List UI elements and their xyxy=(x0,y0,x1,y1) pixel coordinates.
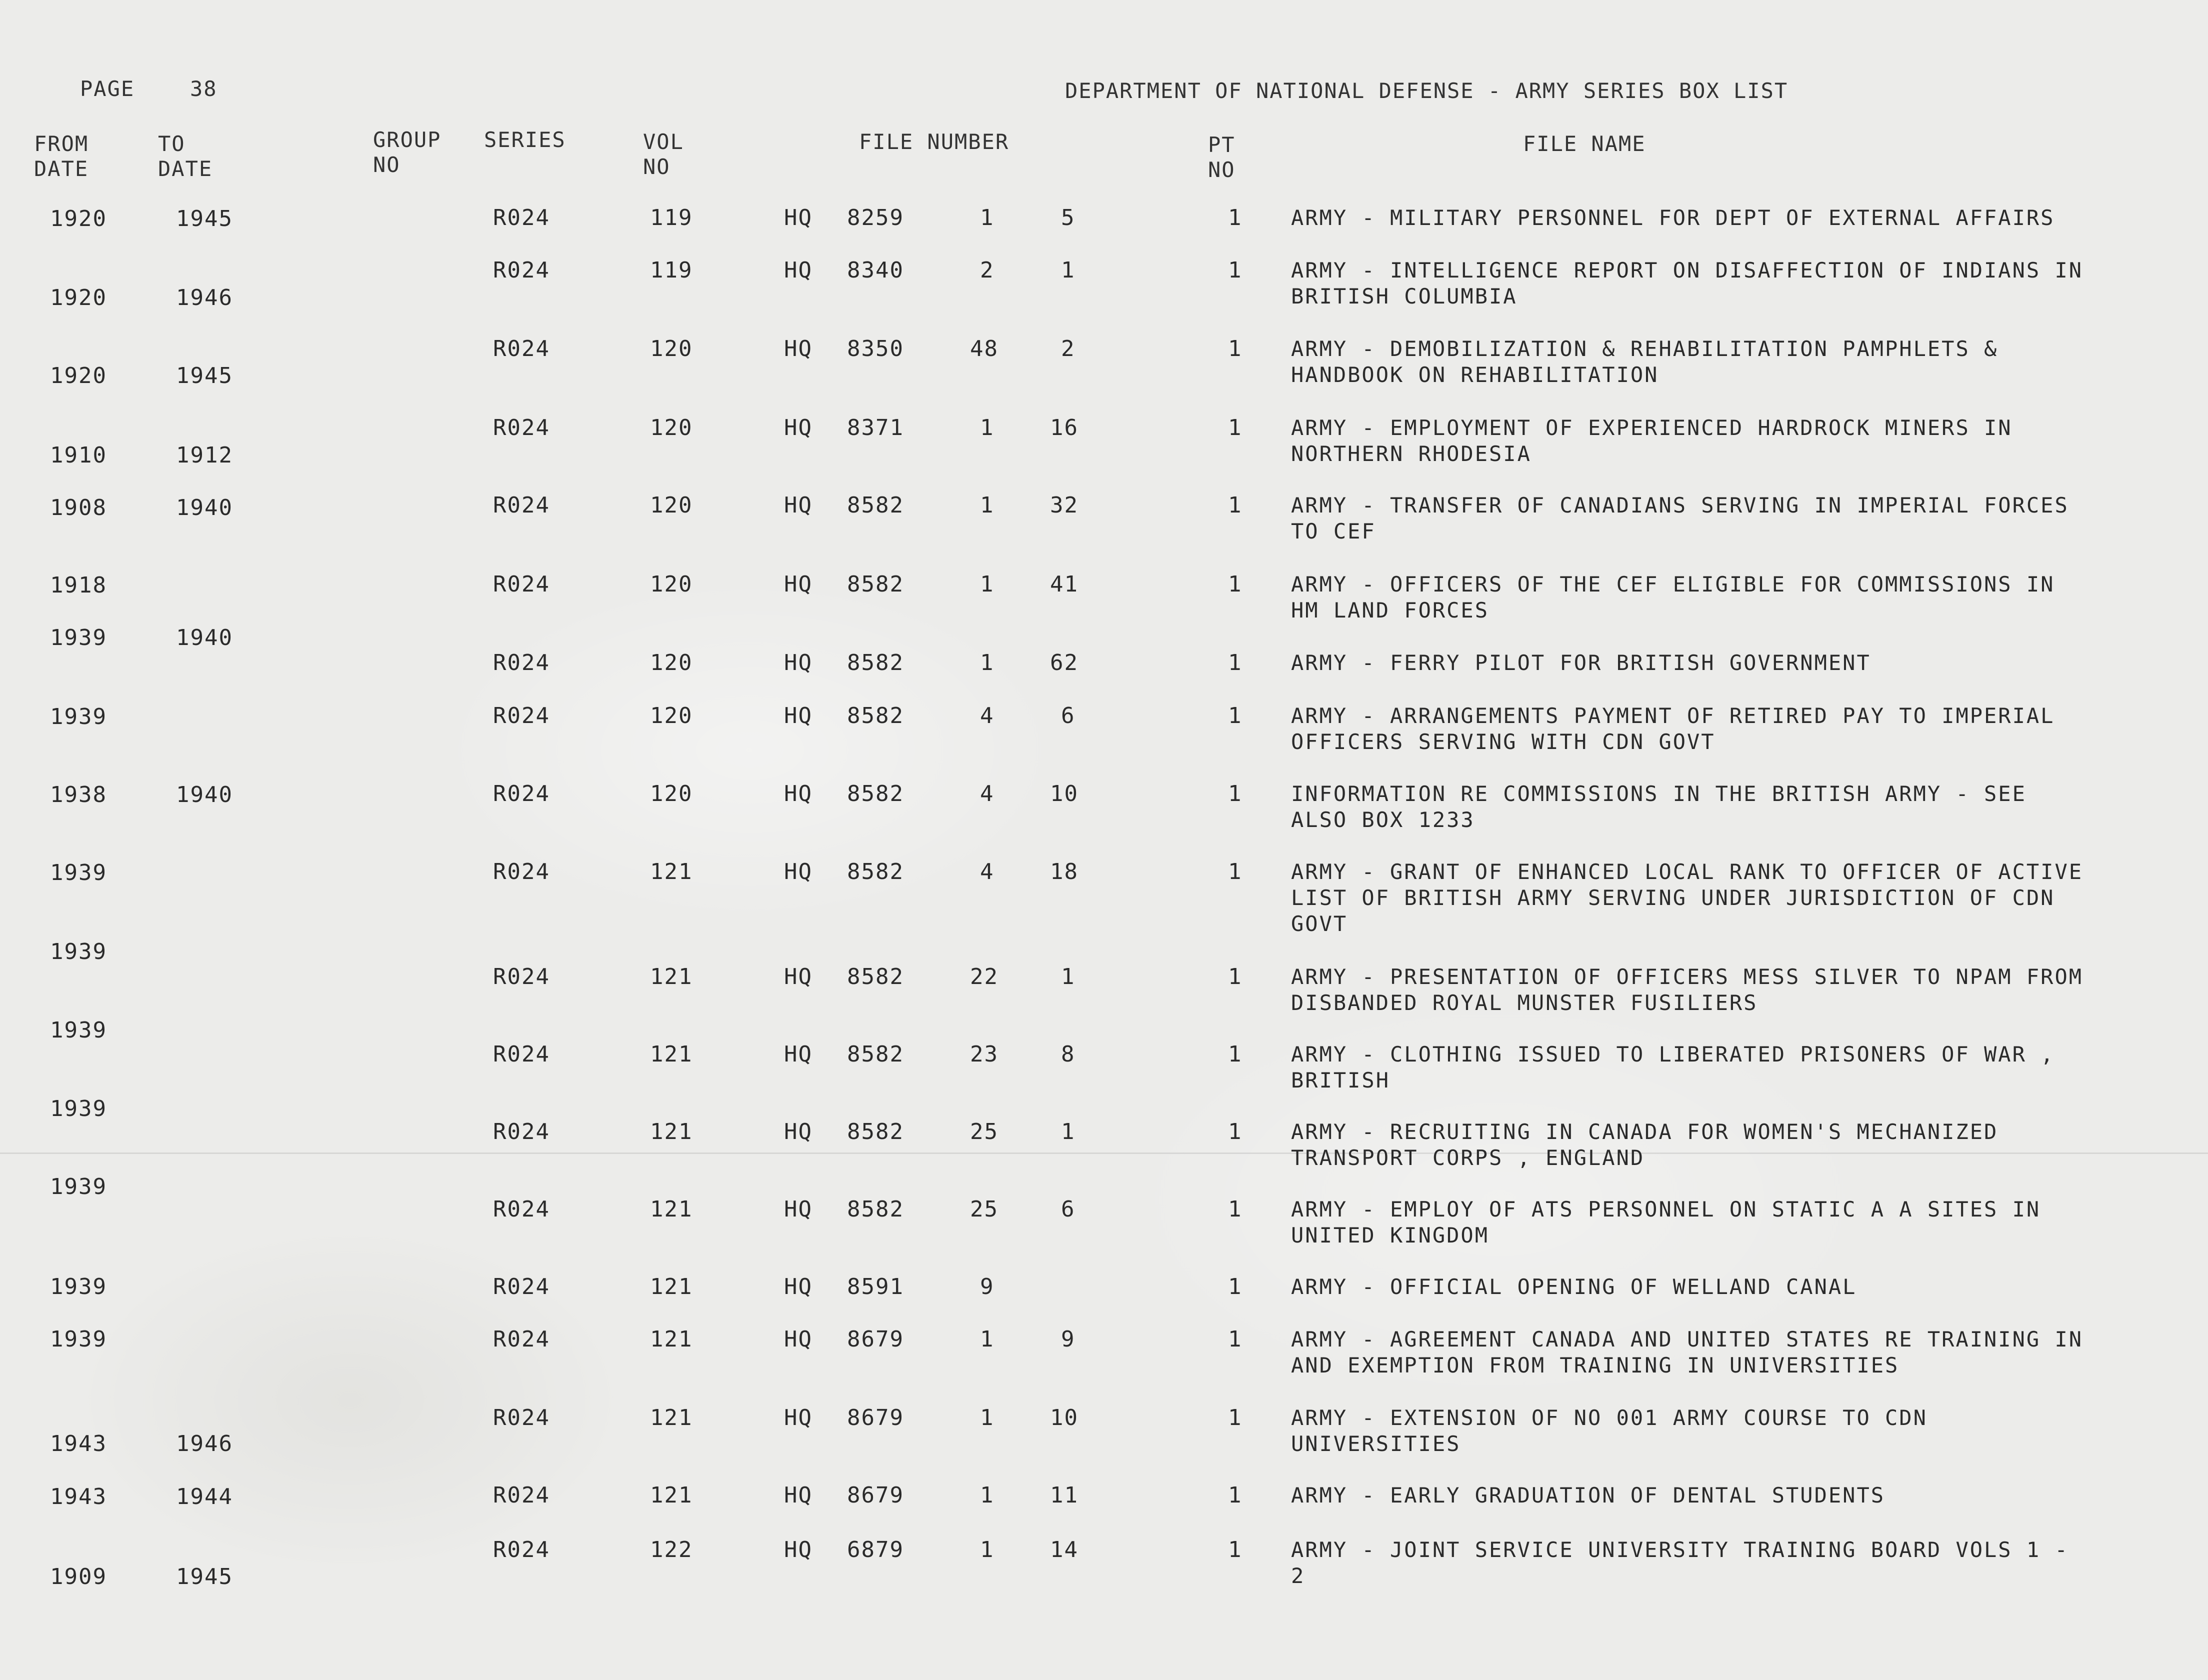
file-sub-b-cell: 18 xyxy=(1050,859,1078,884)
vol-no-cell: 121 xyxy=(650,1274,693,1300)
file-sub-a-cell: 1 xyxy=(980,415,994,440)
file-number-cell: 8582 xyxy=(847,859,904,884)
file-number-cell: 8679 xyxy=(847,1482,904,1508)
file-name-line: ARMY - EARLY GRADUATION OF DENTAL STUDENTS xyxy=(1291,1483,1886,1508)
file-name-line: ARMY - EMPLOYMENT OF EXPERIENCED HARDROCK MINERS IN xyxy=(1291,416,2012,440)
file-name-line: OFFICERS SERVING WITH CDN GOVT xyxy=(1291,730,1716,754)
file-number-cell: 8582 xyxy=(847,1042,904,1067)
file-sub-b-cell: 14 xyxy=(1050,1537,1078,1562)
vol-no-cell: 120 xyxy=(650,703,693,728)
to-date-cell: 1945 xyxy=(176,206,233,232)
file-sub-a-cell: 25 xyxy=(970,1119,998,1144)
vol-no-cell: 120 xyxy=(650,415,693,440)
file-prefix-cell: HQ xyxy=(784,415,812,440)
file-prefix-cell: HQ xyxy=(784,1274,812,1300)
file-name-line: ARMY - OFFICIAL OPENING OF WELLAND CANAL xyxy=(1291,1274,1857,1299)
file-name-line: ARMY - CLOTHING ISSUED TO LIBERATED PRISONERS OF WAR , xyxy=(1291,1042,2055,1066)
vol-no-cell: 121 xyxy=(650,964,693,990)
file-name-line: ARMY - MILITARY PERSONNEL FOR DEPT OF EXTERNAL AFFAIRS xyxy=(1291,206,2055,230)
from-date-cell: 1938 xyxy=(50,782,107,808)
file-prefix-cell: HQ xyxy=(784,650,812,676)
file-number-cell: 8582 xyxy=(847,492,904,518)
file-sub-a-cell: 4 xyxy=(980,859,994,884)
file-prefix-cell: HQ xyxy=(784,205,812,230)
file-prefix-cell: HQ xyxy=(784,1196,812,1222)
pt-no-cell: 1 xyxy=(1228,492,1242,518)
file-sub-b-cell: 10 xyxy=(1050,781,1078,806)
col-group-no-line2: NO xyxy=(373,152,400,177)
file-sub-a-cell: 4 xyxy=(980,703,994,728)
from-date-cell: 1909 xyxy=(50,1564,107,1590)
file-name-line: BRITISH COLUMBIA xyxy=(1291,284,1518,308)
file-sub-a-cell: 22 xyxy=(970,964,998,990)
page-number: 38 xyxy=(190,76,218,101)
series-cell: R024 xyxy=(493,1196,550,1222)
from-date-cell: 1920 xyxy=(50,285,107,310)
file-number-cell: 8350 xyxy=(847,336,904,362)
file-number-cell: 8679 xyxy=(847,1326,904,1352)
from-date-cell: 1918 xyxy=(50,572,107,598)
file-name-line: ARMY - TRANSFER OF CANADIANS SERVING IN IMPERIAL FORCES xyxy=(1291,493,2069,518)
vol-no-cell: 120 xyxy=(650,650,693,676)
pt-no-cell: 1 xyxy=(1228,1042,1242,1067)
file-number-cell: 8582 xyxy=(847,1119,904,1144)
vol-no-cell: 122 xyxy=(650,1537,693,1562)
file-sub-b-cell: 62 xyxy=(1050,650,1078,676)
pt-no-cell: 1 xyxy=(1228,1274,1242,1300)
series-cell: R024 xyxy=(493,1042,550,1067)
from-date-cell: 1939 xyxy=(50,1326,107,1352)
to-date-cell: 1940 xyxy=(176,625,233,650)
col-series: SERIES xyxy=(484,128,566,152)
from-date-cell: 1943 xyxy=(50,1484,107,1510)
vol-no-cell: 121 xyxy=(650,1119,693,1144)
file-name-line: HM LAND FORCES xyxy=(1291,598,1490,622)
file-name-line: ARMY - DEMOBILIZATION & REHABILITATION PAMPHLETS & xyxy=(1291,336,1998,361)
file-sub-b-cell: 8 xyxy=(1061,1042,1076,1067)
to-date-cell: 1912 xyxy=(176,442,233,468)
series-cell: R024 xyxy=(493,1274,550,1300)
series-cell: R024 xyxy=(493,1119,550,1144)
vol-no-cell: 120 xyxy=(650,781,693,806)
vol-no-cell: 121 xyxy=(650,1482,693,1508)
file-name-line: HANDBOOK ON REHABILITATION xyxy=(1291,362,1659,387)
page-label: PAGE xyxy=(80,76,135,101)
col-vol-no-line1: VOL xyxy=(643,130,684,154)
file-prefix-cell: HQ xyxy=(784,572,812,597)
file-prefix-cell: HQ xyxy=(784,703,812,728)
series-cell: R024 xyxy=(493,336,550,362)
file-name-line: ARMY - EMPLOY OF ATS PERSONNEL ON STATIC A A SITES IN xyxy=(1291,1197,2041,1222)
file-sub-b-cell: 2 xyxy=(1061,336,1076,362)
series-cell: R024 xyxy=(493,492,550,518)
file-prefix-cell: HQ xyxy=(784,1405,812,1430)
file-number-cell: 8582 xyxy=(847,650,904,676)
file-sub-b-cell: 41 xyxy=(1050,572,1078,597)
file-name-line: INFORMATION RE COMMISSIONS IN THE BRITISH ARMY - SEE xyxy=(1291,782,2026,806)
file-sub-a-cell: 1 xyxy=(980,205,994,230)
file-name-line: ARMY - ARRANGEMENTS PAYMENT OF RETIRED PAY TO IMPERIAL xyxy=(1291,704,2055,728)
file-sub-b-cell: 5 xyxy=(1061,205,1076,230)
pt-no-cell: 1 xyxy=(1228,205,1242,230)
file-name-line: ARMY - INTELLIGENCE REPORT ON DISAFFECTION OF INDIANS IN xyxy=(1291,258,2084,282)
to-date-cell: 1946 xyxy=(176,285,233,310)
series-cell: R024 xyxy=(493,415,550,440)
to-date-cell: 1945 xyxy=(176,1564,233,1590)
file-number-cell: 8582 xyxy=(847,1196,904,1222)
series-cell: R024 xyxy=(493,205,550,230)
file-name-line: GOVT xyxy=(1291,912,1348,936)
file-sub-a-cell: 1 xyxy=(980,1482,994,1508)
file-number-cell: 8340 xyxy=(847,258,904,283)
file-sub-a-cell: 1 xyxy=(980,1405,994,1430)
file-name-line: TRANSPORT CORPS , ENGLAND xyxy=(1291,1146,1645,1170)
file-prefix-cell: HQ xyxy=(784,964,812,990)
file-sub-a-cell: 1 xyxy=(980,572,994,597)
file-number-cell: 6879 xyxy=(847,1537,904,1562)
vol-no-cell: 121 xyxy=(650,1042,693,1067)
file-number-cell: 8582 xyxy=(847,572,904,597)
col-from-date-line1: FROM xyxy=(34,132,89,156)
file-sub-b-cell: 6 xyxy=(1061,703,1076,728)
file-name-line: UNITED KINGDOM xyxy=(1291,1223,1490,1248)
col-pt-no-line2: NO xyxy=(1208,158,1236,182)
file-prefix-cell: HQ xyxy=(784,1537,812,1562)
file-sub-b-cell: 1 xyxy=(1061,1119,1076,1144)
file-number-cell: 8591 xyxy=(847,1274,904,1300)
from-date-cell: 1920 xyxy=(50,206,107,232)
col-pt-no-line1: PT xyxy=(1208,132,1236,157)
pt-no-cell: 1 xyxy=(1228,1405,1242,1430)
file-prefix-cell: HQ xyxy=(784,1119,812,1144)
vol-no-cell: 120 xyxy=(650,336,693,362)
file-prefix-cell: HQ xyxy=(784,492,812,518)
pt-no-cell: 1 xyxy=(1228,1537,1242,1562)
series-cell: R024 xyxy=(493,1405,550,1430)
vol-no-cell: 121 xyxy=(650,859,693,884)
pt-no-cell: 1 xyxy=(1228,415,1242,440)
from-date-cell: 1910 xyxy=(50,442,107,468)
file-sub-b-cell: 1 xyxy=(1061,964,1076,990)
series-cell: R024 xyxy=(493,1482,550,1508)
vol-no-cell: 119 xyxy=(650,258,693,283)
file-prefix-cell: HQ xyxy=(784,336,812,362)
series-cell: R024 xyxy=(493,1537,550,1562)
file-sub-b-cell: 32 xyxy=(1050,492,1078,518)
file-prefix-cell: HQ xyxy=(784,1482,812,1508)
pt-no-cell: 1 xyxy=(1228,703,1242,728)
from-date-cell: 1939 xyxy=(50,939,107,964)
from-date-cell: 1939 xyxy=(50,1274,107,1300)
from-date-cell: 1920 xyxy=(50,363,107,388)
to-date-cell: 1944 xyxy=(176,1484,233,1510)
file-sub-a-cell: 9 xyxy=(980,1274,994,1300)
from-date-cell: 1939 xyxy=(50,625,107,650)
file-sub-a-cell: 1 xyxy=(980,1326,994,1352)
pt-no-cell: 1 xyxy=(1228,1482,1242,1508)
series-cell: R024 xyxy=(493,859,550,884)
pt-no-cell: 1 xyxy=(1228,859,1242,884)
pt-no-cell: 1 xyxy=(1228,964,1242,990)
file-sub-a-cell: 4 xyxy=(980,781,994,806)
vol-no-cell: 121 xyxy=(650,1405,693,1430)
file-name-line: BRITISH xyxy=(1291,1068,1390,1092)
series-cell: R024 xyxy=(493,572,550,597)
to-date-cell: 1945 xyxy=(176,363,233,388)
file-prefix-cell: HQ xyxy=(784,1326,812,1352)
pt-no-cell: 1 xyxy=(1228,336,1242,362)
file-sub-a-cell: 25 xyxy=(970,1196,998,1222)
file-name-line: ARMY - RECRUITING IN CANADA FOR WOMEN'S MECHANIZED xyxy=(1291,1120,1998,1144)
vol-no-cell: 121 xyxy=(650,1196,693,1222)
file-sub-a-cell: 1 xyxy=(980,1537,994,1562)
pt-no-cell: 1 xyxy=(1228,650,1242,676)
pt-no-cell: 1 xyxy=(1228,572,1242,597)
file-sub-b-cell: 11 xyxy=(1050,1482,1078,1508)
file-prefix-cell: HQ xyxy=(784,1042,812,1067)
series-cell: R024 xyxy=(493,258,550,283)
file-name-line: ARMY - AGREEMENT CANADA AND UNITED STATES RE TRAINING IN xyxy=(1291,1327,2084,1352)
file-name-line: TO CEF xyxy=(1291,519,1376,544)
file-name-line: AND EXEMPTION FROM TRAINING IN UNIVERSITIES xyxy=(1291,1353,1900,1378)
page-fold-line xyxy=(0,1152,2208,1154)
vol-no-cell: 119 xyxy=(650,205,693,230)
from-date-cell: 1908 xyxy=(50,495,107,520)
file-number-cell: 8371 xyxy=(847,415,904,440)
file-name-line: ARMY - JOINT SERVICE UNIVERSITY TRAINING BOARD VOLS 1 - xyxy=(1291,1538,2069,1562)
file-name-line: ARMY - EXTENSION OF NO 001 ARMY COURSE TO CDN xyxy=(1291,1406,1928,1430)
col-group-no-line1: GROUP xyxy=(373,128,442,152)
pt-no-cell: 1 xyxy=(1228,781,1242,806)
pt-no-cell: 1 xyxy=(1228,1326,1242,1352)
file-name-line: ARMY - GRANT OF ENHANCED LOCAL RANK TO OFFICER OF ACTIVE xyxy=(1291,860,2084,884)
vol-no-cell: 120 xyxy=(650,492,693,518)
col-vol-no-line2: NO xyxy=(643,154,670,179)
file-prefix-cell: HQ xyxy=(784,859,812,884)
page-title: DEPARTMENT OF NATIONAL DEFENSE - ARMY SERIES BOX LIST xyxy=(1065,78,1788,103)
file-number-cell: 8259 xyxy=(847,205,904,230)
col-to-date-line2: DATE xyxy=(158,156,213,181)
file-name-line: LIST OF BRITISH ARMY SERVING UNDER JURISDICTION OF CDN xyxy=(1291,886,2055,910)
file-sub-a-cell: 48 xyxy=(970,336,998,362)
pt-no-cell: 1 xyxy=(1228,1119,1242,1144)
from-date-cell: 1943 xyxy=(50,1431,107,1456)
from-date-cell: 1939 xyxy=(50,1096,107,1122)
to-date-cell: 1940 xyxy=(176,495,233,520)
file-sub-a-cell: 1 xyxy=(980,492,994,518)
file-name-line: ARMY - FERRY PILOT FOR BRITISH GOVERNMENT xyxy=(1291,650,1871,675)
file-prefix-cell: HQ xyxy=(784,258,812,283)
series-cell: R024 xyxy=(493,1326,550,1352)
file-sub-a-cell: 23 xyxy=(970,1042,998,1067)
file-sub-b-cell: 9 xyxy=(1061,1326,1076,1352)
series-cell: R024 xyxy=(493,703,550,728)
pt-no-cell: 1 xyxy=(1228,1196,1242,1222)
vol-no-cell: 121 xyxy=(650,1326,693,1352)
file-name-line: ARMY - OFFICERS OF THE CEF ELIGIBLE FOR COMMISSIONS IN xyxy=(1291,572,2055,596)
file-name-line: DISBANDED ROYAL MUNSTER FUSILIERS xyxy=(1291,990,1758,1015)
file-number-cell: 8582 xyxy=(847,781,904,806)
file-sub-b-cell: 16 xyxy=(1050,415,1078,440)
vol-no-cell: 120 xyxy=(650,572,693,597)
from-date-cell: 1939 xyxy=(50,704,107,730)
file-prefix-cell: HQ xyxy=(784,781,812,806)
file-sub-b-cell: 10 xyxy=(1050,1405,1078,1430)
file-name-line: ARMY - PRESENTATION OF OFFICERS MESS SILVER TO NPAM FROM xyxy=(1291,964,2084,989)
pt-no-cell: 1 xyxy=(1228,258,1242,283)
file-name-line: ALSO BOX 1233 xyxy=(1291,808,1475,832)
file-name-line: UNIVERSITIES xyxy=(1291,1432,1461,1456)
file-sub-b-cell: 1 xyxy=(1061,258,1076,283)
from-date-cell: 1939 xyxy=(50,860,107,886)
to-date-cell: 1940 xyxy=(176,782,233,808)
file-number-cell: 8582 xyxy=(847,964,904,990)
file-name-line: NORTHERN RHODESIA xyxy=(1291,442,1532,466)
series-cell: R024 xyxy=(493,964,550,990)
from-date-cell: 1939 xyxy=(50,1018,107,1043)
file-sub-a-cell: 1 xyxy=(980,650,994,676)
file-name-line: 2 xyxy=(1291,1564,1306,1588)
to-date-cell: 1946 xyxy=(176,1431,233,1456)
file-sub-b-cell: 6 xyxy=(1061,1196,1076,1222)
series-cell: R024 xyxy=(493,650,550,676)
col-from-date-line2: DATE xyxy=(34,156,89,181)
col-file-number: FILE NUMBER xyxy=(859,130,1010,154)
col-file-name: FILE NAME xyxy=(1523,132,1646,156)
file-number-cell: 8582 xyxy=(847,703,904,728)
from-date-cell: 1939 xyxy=(50,1174,107,1200)
file-sub-a-cell: 2 xyxy=(980,258,994,283)
series-cell: R024 xyxy=(493,781,550,806)
col-to-date-line1: TO xyxy=(158,132,186,156)
file-number-cell: 8679 xyxy=(847,1405,904,1430)
